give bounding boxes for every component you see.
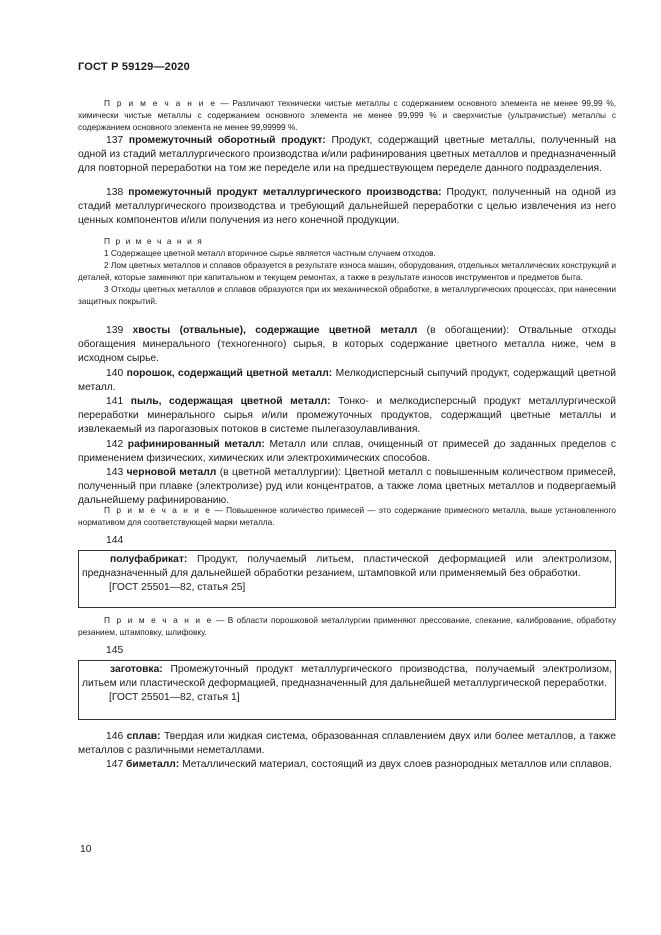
entry-definition: (в цветной металлургии): Цветной металл с повышенным количеством примесей, полученный при плавке (электролизе) руд или концентратов, а также лома цветных металлов и подвергаемый дальнейшему рафинированию.	[78, 467, 616, 507]
entry-definition: Продукт, получаемый литьем, пластической деформацией или электролизом, предназначенный для дальнейшей обработки резанием, штамповкой или применяемый без обработки.	[82, 554, 612, 580]
entry-number: 142	[106, 438, 128, 450]
entry-definition: Тонко- и мелкодисперсный продукт металлургической переработки минерального сырья и/или промежуточных продуктов, содержащий цветные металлы и извлекаемый из парогазовых потоков в системе пылегазоулавливания.	[78, 396, 616, 436]
entry-term: черновой металл	[126, 467, 217, 479]
entry-139	[78, 324, 616, 367]
entry-definition: Твердая или жидкая система, образованная сплавлением двух или более металлов, а также металлов с различными неметаллами.	[78, 731, 616, 757]
entry-reference: [ГОСТ 25501—82, статья 25]	[109, 582, 246, 594]
entry-144-box	[78, 550, 616, 608]
entry-146	[78, 730, 616, 758]
entry-definition: Мелкодисперсный сыпучий продукт, содержащий цветной металл.	[78, 367, 617, 393]
entry-definition: Промежуточный продукт металлургического производства, получаемый электролизом, литьем или пластической деформацией, предназначенный для дальнейшей металлургической переработки.	[82, 664, 612, 690]
entry-term: рафинированный металл:	[127, 438, 265, 450]
entry-145-box	[78, 660, 616, 720]
entry-138	[78, 186, 616, 229]
entry-term: сплав:	[126, 731, 161, 742]
entry-144-number: 144	[106, 535, 124, 546]
entry-142	[78, 438, 616, 466]
entry-term: промежуточный оборотный продукт:	[128, 135, 326, 146]
document-header: ГОСТ Р 59129—2020	[78, 61, 190, 73]
entry-term: хвосты (отвальные), содержащие цветной металл	[132, 325, 418, 336]
entry-number: 147	[106, 759, 127, 771]
entry-number: 137	[106, 135, 129, 146]
note-text: — В области порошковой металлургии применяют прессование, спекание, калибрование, обработку резанием, штамповку, шлифовку.	[78, 615, 616, 637]
note-item-1: 1 Содержащее цветной металл вторичное сырье является частным случаем отходов.	[104, 248, 436, 258]
note-item-2: 2 Лом цветных металлов и сплавов образуется в результате износа машин, оборудования, отдельных металлических конструкций и деталей, которые заменяют при капитальном и текущем ремонтах, а также в результате износов инструментов и предметов быта.	[78, 260, 616, 282]
page-number: 10	[80, 844, 92, 855]
note-label: П р и м е ч а н и е	[104, 98, 217, 108]
entry-number: 138	[106, 187, 129, 198]
note-label: П р и м е ч а н и е	[104, 615, 213, 625]
notes-label: П р и м е ч а н и я	[104, 236, 204, 246]
entries-139-143	[78, 324, 616, 509]
entry-145-number: 145	[106, 645, 124, 656]
note-text: — Повышенное количество примесей — это содержание примесного металла, выше установленного нормативом для соответствующей марки металла.	[78, 505, 616, 527]
entry-137	[78, 134, 616, 177]
note-label: П р и м е ч а н и е	[104, 505, 212, 515]
entry-143	[78, 466, 616, 509]
entry-reference: [ГОСТ 25501—82, статья 1]	[109, 692, 240, 704]
entry-term: полуфабрикат:	[110, 554, 188, 565]
note-text: — Различают технически чистые металлы с содержанием основного элемента не менее 99,99 %, химически чистые металлы с содержанием основного элемента не менее 99,999 % и сверхчистые (ультрачистые) металлы с содержанием основного элемента не менее 99,99999 %.	[78, 98, 616, 132]
entry-term: промежуточный продукт металлургического производства:	[128, 187, 442, 198]
entry-number: 143	[106, 467, 127, 479]
entry-definition: Продукт, полученный на одной из стадий металлургического производства и требующий дальнейшей переработки с целью извлечения из него ценных компонентов и/или получения из него конечной продукции.	[78, 187, 616, 227]
entry-number: 146	[106, 731, 127, 742]
entry-number: 139	[106, 325, 133, 336]
entry-140	[78, 367, 616, 395]
entry-definition: (в обогащении): Отвальные отходы обогащения минерального (техногенного) сырья, в которых содержание цветного металла ниже, чем в исходном сырье.	[78, 325, 616, 365]
entry-147	[78, 758, 616, 772]
note-powder-metallurgy	[78, 614, 616, 638]
entries-146-147	[78, 730, 616, 773]
entry-number: 140	[106, 367, 127, 379]
entry-term: пыль, содержащая цветной металл:	[130, 396, 331, 408]
entry-number: 141	[106, 396, 131, 408]
entry-term: биметалл:	[126, 759, 180, 771]
entry-definition: Металл или сплав, очищенный от примесей до заданных пределов с применением физических, химических или электрохимических способов.	[78, 438, 616, 464]
entry-term: порошок, содержащий цветной металл:	[126, 367, 333, 379]
entry-141	[78, 395, 616, 438]
entry-term: заготовка:	[110, 664, 163, 675]
entry-definition: Продукт, содержащий цветные металлы, полученный на одной из стадий металлургического производства и/или рафинирования цветных металлов и предназначенный для повторной переработки на том же переделе или на предшествующем переделе данного подразделения.	[78, 135, 616, 175]
note-item-3: 3 Отходы цветных металлов и сплавов образуются при их механической обработке, в металлургических процессах, при нанесении защитных покрытий.	[78, 284, 616, 306]
note-metal-purity	[78, 97, 616, 133]
entry-definition: Металлический материал, состоящий из двух слоев разнородных металлов или сплавов.	[179, 759, 612, 771]
note-impurities	[78, 504, 616, 528]
notes-138	[78, 235, 616, 307]
